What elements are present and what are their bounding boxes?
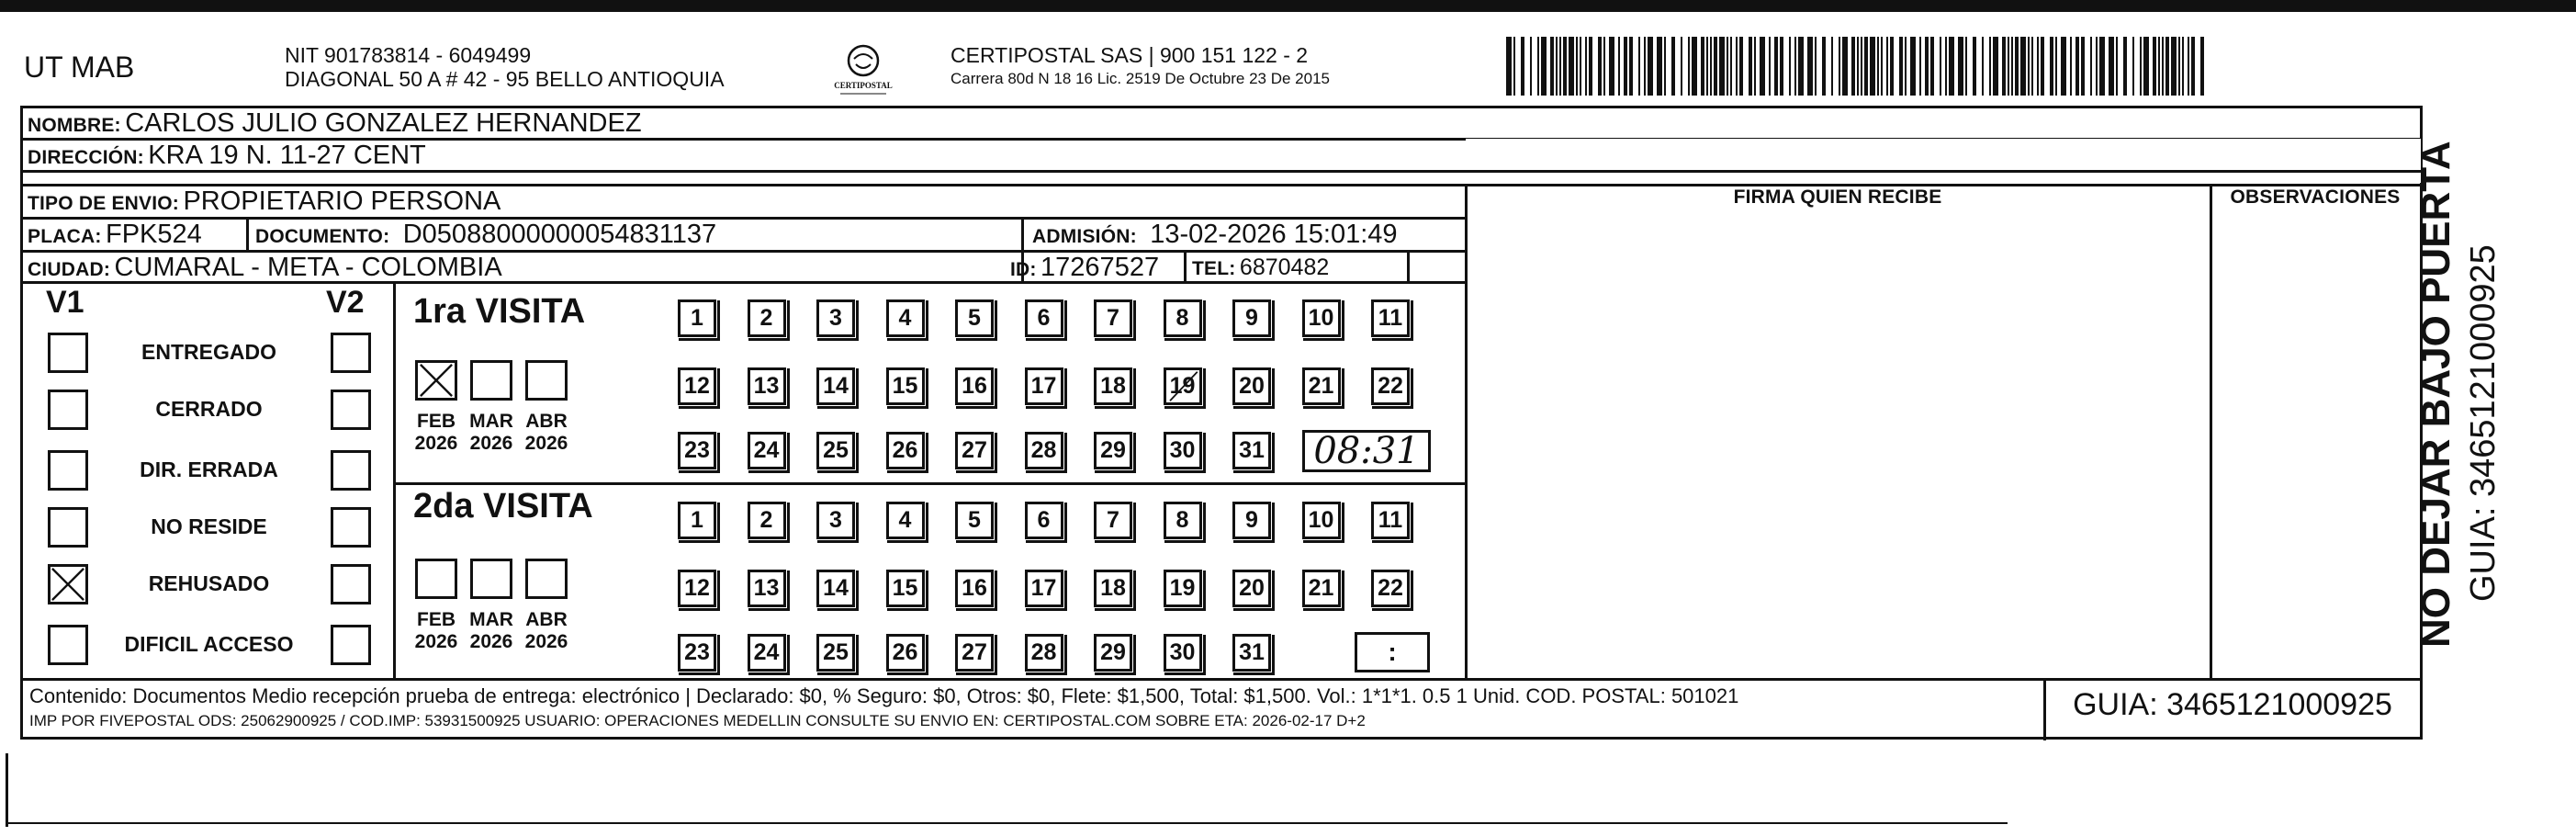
barcode-bar: [1798, 37, 1804, 96]
day-box[interactable]: 19: [1164, 367, 1202, 405]
barcode-bar: [1618, 37, 1620, 96]
barcode-bar: [2037, 37, 2039, 96]
barcode-bar: [2002, 37, 2006, 96]
status-v1-checkbox[interactable]: [48, 507, 88, 548]
day-box[interactable]: 18: [1094, 367, 1132, 405]
barcode-bar: [1644, 37, 1646, 96]
barcode-bar: [2099, 37, 2105, 96]
month-checkbox[interactable]: [470, 360, 512, 401]
status-label: REHUSADO: [148, 571, 270, 595]
month-checkbox[interactable]: [415, 360, 457, 401]
plate-cell: PLACA: FPK524: [28, 220, 202, 249]
day-box[interactable]: 5: [955, 502, 994, 539]
day-box[interactable]: 4: [886, 502, 925, 539]
barcode-bar: [2165, 37, 2169, 96]
barcode-bar: [1521, 37, 1524, 96]
day-box[interactable]: 17: [1025, 570, 1063, 607]
status-v2-checkbox[interactable]: [331, 450, 371, 491]
barcode-bar: [1719, 37, 1725, 96]
day-box[interactable]: 20: [1232, 367, 1271, 405]
day-box[interactable]: 13: [748, 367, 786, 405]
barcode-bar: [2050, 37, 2053, 96]
day-box[interactable]: 22: [1371, 367, 1410, 405]
barcode-bar: [2140, 37, 2142, 96]
address-label: DIRECCIÓN:: [28, 147, 144, 168]
top-black-bar: [0, 0, 2576, 12]
sender-address: DIAGONAL 50 A # 42 - 95 BELLO ANTIOQUIA: [285, 67, 725, 91]
day-box[interactable]: 12: [678, 367, 716, 405]
barcode-bar: [1739, 37, 1743, 96]
barcode-bar: [1692, 37, 1697, 96]
barcode-bar: [1769, 37, 1771, 96]
day-box[interactable]: 6: [1025, 502, 1063, 539]
month-label: MAR 2026: [469, 411, 513, 454]
day-box[interactable]: 16: [955, 367, 994, 405]
status-label: ENTREGADO: [141, 340, 276, 364]
barcode-bar: [1580, 37, 1581, 96]
day-box[interactable]: 26: [886, 634, 925, 672]
barcode-bar: [1925, 37, 1929, 96]
barcode-bar: [2200, 37, 2204, 96]
day-box[interactable]: 10: [1302, 299, 1341, 337]
barcode-bar: [2028, 37, 2030, 96]
visit1-time-box[interactable]: 08:31: [1302, 430, 1431, 472]
barcode-bar: [2171, 37, 2177, 96]
barcode-bar: [2096, 37, 2098, 96]
barcode-bar: [1681, 37, 1682, 96]
barcode-bar: [1671, 37, 1675, 96]
sender-name: UT MAB: [24, 51, 135, 84]
barcode-bar: [1657, 37, 1662, 96]
side-warning: NO DEJAR BAJO PUERTA: [2413, 141, 2458, 648]
barcode-bar: [2008, 37, 2009, 96]
day-box[interactable]: 14: [816, 367, 855, 405]
status-v2-checkbox[interactable]: [331, 333, 371, 373]
barcode-bar: [1890, 37, 1894, 96]
day-box[interactable]: 14: [816, 570, 855, 607]
barcode-bar: [1930, 37, 1934, 96]
barcode-bar: [1609, 37, 1614, 96]
barcode-bar: [1585, 37, 1587, 96]
barcode-bar: [1877, 37, 1879, 96]
month-checkbox[interactable]: [415, 559, 457, 599]
day-box[interactable]: 11: [1371, 502, 1410, 539]
day-box[interactable]: 26: [886, 432, 925, 469]
day-box[interactable]: 16: [955, 570, 994, 607]
recipient-name: CARLOS JULIO GONZALEZ HERNANDEZ: [125, 108, 642, 138]
footer-guia: GUIA: 3465121000925: [2073, 687, 2392, 722]
day-box[interactable]: 7: [1094, 299, 1132, 337]
day-box[interactable]: 30: [1164, 432, 1202, 469]
day-box[interactable]: 30: [1164, 634, 1202, 672]
barcode-bar: [1910, 37, 1916, 96]
visit2-title: 2da VISITA: [413, 487, 593, 525]
barcode-bar: [1919, 37, 1921, 96]
barcode-bar: [2061, 37, 2066, 96]
barcode-bar: [2123, 37, 2127, 96]
signature-header: FIRMA QUIEN RECIBE: [1733, 186, 1942, 208]
barcode-bar: [1727, 37, 1728, 96]
status-v1-checkbox[interactable]: [48, 390, 88, 430]
status-v2-checkbox[interactable]: [331, 625, 371, 665]
day-box[interactable]: 10: [1302, 502, 1341, 539]
day-box[interactable]: 24: [748, 634, 786, 672]
status-label: NO RESIDE: [151, 514, 267, 538]
day-box[interactable]: 3: [816, 299, 855, 337]
barcode-bar: [1537, 37, 1539, 96]
status-v1-checkbox[interactable]: [48, 333, 88, 373]
barcode-bar: [1973, 37, 1976, 96]
barcode-bar: [1905, 37, 1907, 96]
barcode-bar: [1886, 37, 1888, 96]
barcode-bar: [1701, 37, 1704, 96]
v2-label: V2: [326, 285, 365, 320]
day-box[interactable]: 25: [816, 432, 855, 469]
id-cell: ID: 17267527: [1010, 253, 1160, 282]
barcode-bar: [1851, 37, 1855, 96]
status-label: CERRADO: [155, 397, 263, 421]
day-box[interactable]: 29: [1094, 634, 1132, 672]
footer-content: Contenido: Documentos Medio recepción prueba de entrega: electrónico | Declarado: $0, % Seguro: $0, Otros: $0, Flete: $1,500, Total: $1,500. Vol.: 1*1*1. 0.5 1 Unid. COD. POSTAL: 501021: [29, 684, 1739, 707]
barcode-bar: [2090, 37, 2092, 96]
day-box[interactable]: 5: [955, 299, 994, 337]
visit1-title: 1ra VISITA: [413, 292, 586, 331]
barcode-bar: [2188, 37, 2189, 96]
barcode-bar: [1530, 37, 1532, 96]
day-box[interactable]: 19: [1164, 570, 1202, 607]
barcode-bar: [1993, 37, 1998, 96]
month-checkbox[interactable]: [525, 360, 568, 401]
barcode-bar: [1513, 37, 1515, 96]
barcode-bar: [1857, 37, 1859, 96]
barcode-bar: [1861, 37, 1862, 96]
barcode-bar: [1559, 37, 1561, 96]
barcode-bar: [1730, 37, 1732, 96]
month-label: MAR 2026: [469, 609, 513, 652]
certipostal-logo: [831, 40, 895, 103]
day-box[interactable]: 11: [1371, 299, 1410, 337]
day-box[interactable]: 23: [678, 634, 716, 672]
name-label: NOMBRE:: [28, 115, 121, 136]
v1-label: V1: [46, 285, 84, 320]
barcode-bar: [1774, 37, 1778, 96]
barcode-bar: [1556, 37, 1558, 96]
day-box[interactable]: 25: [816, 634, 855, 672]
status-v2-checkbox[interactable]: [331, 507, 371, 548]
barcode-bar: [1881, 37, 1883, 96]
barcode-bar: [2075, 37, 2079, 96]
day-box[interactable]: 8: [1164, 502, 1202, 539]
day-box[interactable]: 22: [1371, 570, 1410, 607]
sender-nit: NIT 901783814 - 6049499: [285, 43, 532, 67]
barcode-bar: [2143, 37, 2149, 96]
barcode-bar: [1958, 37, 1963, 96]
tel-cell: TEL: 6870482: [1192, 254, 1330, 280]
type-label: TIPO DE ENVIO:: [28, 193, 179, 214]
status-label: DIR. ERRADA: [140, 458, 278, 481]
barcode-bar: [1982, 37, 1984, 96]
barcode-bar: [1624, 37, 1627, 96]
status-v1-checkbox[interactable]: [48, 625, 88, 665]
barcode-bar: [1870, 37, 1875, 96]
day-box[interactable]: 13: [748, 570, 786, 607]
barcode-bar: [1550, 37, 1554, 96]
day-box[interactable]: 1: [678, 502, 716, 539]
document-value: D05088000000054831137: [402, 220, 717, 249]
status-v2-checkbox[interactable]: [331, 564, 371, 604]
barcode-bar: [1664, 37, 1666, 96]
observations-header: OBSERVACIONES: [2230, 186, 2401, 208]
barcode-bar: [2081, 37, 2085, 96]
month-checkbox[interactable]: [525, 559, 568, 599]
day-box[interactable]: 2: [748, 502, 786, 539]
barcode-bar: [2162, 37, 2164, 96]
barcode-bar: [2020, 37, 2026, 96]
barcode-bar: [2116, 37, 2118, 96]
day-box[interactable]: 9: [1232, 502, 1271, 539]
barcode-bar: [1789, 37, 1791, 96]
barcode-bar: [1638, 37, 1640, 96]
tel-value: 6870482: [1239, 254, 1330, 280]
barcode-bar: [2011, 37, 2013, 96]
barcode-bar: [1736, 37, 1738, 96]
day-box[interactable]: 4: [886, 299, 925, 337]
barcode-bar: [2041, 37, 2044, 96]
carrier-name: CERTIPOSTAL SAS | 900 151 122 - 2: [951, 43, 1309, 67]
barcode-bar: [1899, 37, 1903, 96]
barcode-bar: [1569, 37, 1574, 96]
day-box[interactable]: 29: [1094, 432, 1132, 469]
barcode-bar: [1794, 37, 1796, 96]
month-label: ABR 2026: [524, 609, 568, 652]
day-box[interactable]: 21: [1302, 570, 1341, 607]
barcode-bar: [1563, 37, 1567, 96]
barcode-bar: [1965, 37, 1967, 96]
barcode-bar: [1945, 37, 1947, 96]
barcode: [1506, 37, 2213, 96]
barcode-bar: [1864, 37, 1868, 96]
barcode-bar: [2158, 37, 2160, 96]
barcode-bar: [1839, 37, 1840, 96]
barcode-bar: [2178, 37, 2180, 96]
day-box[interactable]: 23: [678, 432, 716, 469]
month-checkbox[interactable]: [470, 559, 512, 599]
barcode-bar: [1648, 37, 1653, 96]
month-label: FEB 2026: [414, 609, 458, 652]
barcode-bar: [2055, 37, 2057, 96]
recipient-address-row: [28, 141, 426, 171]
month-label: ABR 2026: [524, 411, 568, 454]
barcode-bar: [1710, 37, 1712, 96]
day-box[interactable]: 7: [1094, 502, 1132, 539]
barcode-bar: [2153, 37, 2156, 96]
carrier-license: Carrera 80d N 18 16 Lic. 2519 De Octubre 23 De 2015: [951, 70, 1330, 87]
status-v1-checkbox[interactable]: [48, 450, 88, 491]
barcode-bar: [1940, 37, 1941, 96]
barcode-bar: [1807, 37, 1813, 96]
day-box[interactable]: 27: [955, 634, 994, 672]
city-cell: CIUDAD: CUMARAL - META - COLOMBIA: [28, 253, 502, 282]
barcode-bar: [1629, 37, 1633, 96]
id-value: 17267527: [1041, 253, 1160, 282]
barcode-bar: [1589, 37, 1592, 96]
visit2-time-box[interactable]: :: [1355, 632, 1430, 672]
barcode-bar: [1749, 37, 1752, 96]
barcode-bar: [1706, 37, 1708, 96]
recipient-address: KRA 19 N. 11-27 CENT: [148, 141, 426, 170]
barcode-bar: [1949, 37, 1954, 96]
side-guia: GUIA: 3465121000925: [2464, 244, 2503, 602]
barcode-bar: [1780, 37, 1783, 96]
barcode-bar: [2191, 37, 2195, 96]
admission-value: 13-02-2026 15:01:49: [1150, 220, 1398, 249]
barcode-bar: [2132, 37, 2134, 96]
day-box[interactable]: 1: [678, 299, 716, 337]
barcode-bar: [1760, 37, 1765, 96]
status-v2-checkbox[interactable]: [331, 390, 371, 430]
day-box[interactable]: 24: [748, 432, 786, 469]
logo-text: CERTIPOSTAL: [834, 81, 893, 90]
recipient-name-row: [28, 108, 642, 139]
day-box[interactable]: 9: [1232, 299, 1271, 337]
barcode-bar: [1815, 37, 1817, 96]
barcode-bar: [1603, 37, 1605, 96]
footer-print-info: IMP POR FIVEPOSTAL ODS: 25062900925 / COD.IMP: 53931500925 USUARIO: OPERACIONES MEDELLIN CONSULTE SU ENVIO EN: CERTIPOSTAL.COM SOBRE ETA: 2026-02-17 D+2: [29, 712, 1366, 729]
day-box[interactable]: 20: [1232, 570, 1271, 607]
barcode-bar: [1822, 37, 1826, 96]
barcode-bar: [1506, 37, 1512, 96]
barcode-bar: [1754, 37, 1756, 96]
day-box[interactable]: 31: [1232, 432, 1271, 469]
city-value: CUMARAL - META - COLOMBIA: [114, 253, 502, 282]
status-v1-checkbox[interactable]: [48, 564, 88, 604]
barcode-bar: [2109, 37, 2114, 96]
plate-value: FPK524: [105, 220, 202, 249]
day-box[interactable]: 15: [886, 570, 925, 607]
admission-cell: ADMISIÓN: 13-02-2026 15:01:49: [1032, 220, 1398, 249]
day-box[interactable]: 15: [886, 367, 925, 405]
barcode-bar: [1989, 37, 1991, 96]
barcode-bar: [1576, 37, 1578, 96]
day-box[interactable]: 8: [1164, 299, 1202, 337]
shipment-type-row: [28, 186, 501, 217]
day-box[interactable]: 28: [1025, 634, 1063, 672]
barcode-bar: [2015, 37, 2019, 96]
shipment-type: PROPIETARIO PERSONA: [183, 186, 501, 216]
day-box[interactable]: 2: [748, 299, 786, 337]
barcode-bar: [1541, 37, 1547, 96]
day-box[interactable]: 6: [1025, 299, 1063, 337]
day-box[interactable]: 31: [1232, 634, 1271, 672]
barcode-bar: [1714, 37, 1717, 96]
barcode-bar: [1831, 37, 1833, 96]
day-box[interactable]: 12: [678, 570, 716, 607]
barcode-bar: [1842, 37, 1848, 96]
day-box[interactable]: 27: [955, 432, 994, 469]
day-box[interactable]: 21: [1302, 367, 1341, 405]
month-label: FEB 2026: [414, 411, 458, 454]
document-cell: DOCUMENTO: D05088000000054831137: [255, 220, 717, 249]
status-label: DIFICIL ACCESO: [124, 632, 294, 656]
barcode-bar: [2070, 37, 2072, 96]
day-box[interactable]: 17: [1025, 367, 1063, 405]
day-box[interactable]: 18: [1094, 570, 1132, 607]
barcode-bar: [1598, 37, 1602, 96]
barcode-bar: [2182, 37, 2184, 96]
barcode-bar: [1688, 37, 1690, 96]
day-box[interactable]: 28: [1025, 432, 1063, 469]
day-box[interactable]: 3: [816, 502, 855, 539]
barcode-bar: [2031, 37, 2033, 96]
